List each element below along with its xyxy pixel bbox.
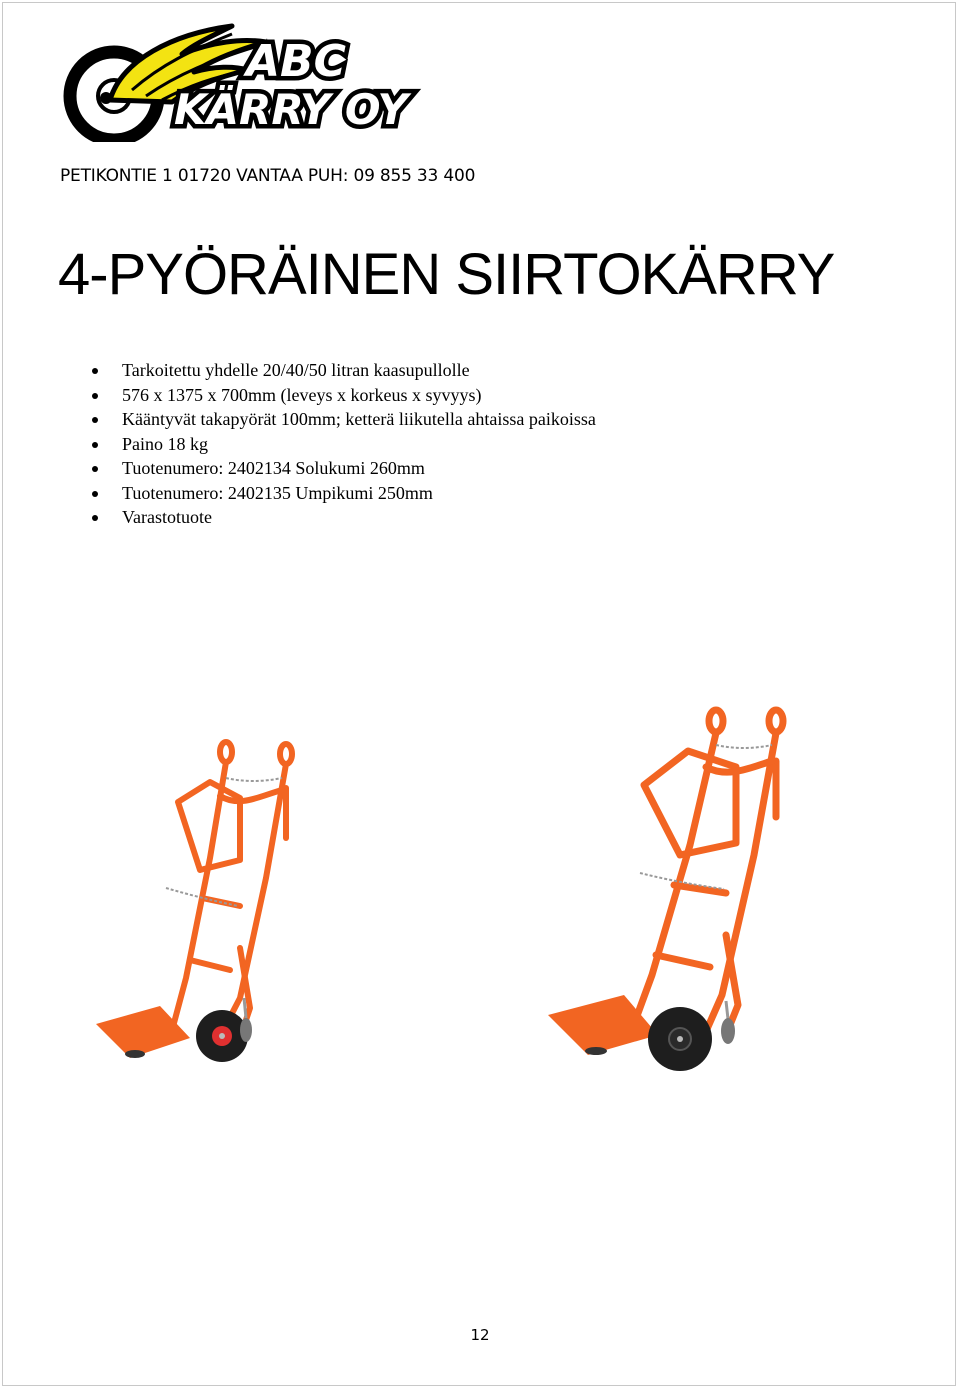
list-item: Tuotenumero: 2402134 Solukumi 260mm (92, 456, 596, 481)
page-number: 12 (470, 1326, 490, 1344)
list-item: Paino 18 kg (92, 432, 596, 457)
cart-photo-solukumi (90, 738, 310, 1078)
list-item: 576 x 1375 x 700mm (leveys x korkeus x syvyys) (92, 383, 596, 408)
page-title: 4-PYÖRÄINEN SIIRTOKÄRRY (58, 242, 835, 307)
bullet-icon (92, 417, 98, 423)
logo-text-karry: KÄRRY OY (174, 85, 408, 134)
wheel-icon (648, 1007, 712, 1071)
company-logo (62, 20, 454, 142)
list-item: Tarkoitettu yhdelle 20/40/50 litran kaasupullolle (92, 358, 596, 383)
cart-photo-umpikumi (540, 705, 808, 1085)
company-address: PETIKONTIE 1 01720 VANTAA PUH: 09 855 33 400 (60, 166, 476, 186)
list-item: Varastotuote (92, 505, 596, 530)
caster-icon (721, 1001, 735, 1044)
page-border (2, 2, 956, 1386)
feature-list (92, 358, 596, 530)
bullet-icon (92, 393, 98, 399)
bullet-icon (92, 515, 98, 521)
list-item: Kääntyvät takapyörät 100mm; ketterä liikutella ahtaissa paikoissa (92, 407, 596, 432)
list-item: Tuotenumero: 2402135 Umpikumi 250mm (92, 481, 596, 506)
bullet-icon (92, 466, 98, 472)
logo-text-abc: ABC (246, 36, 346, 87)
bullet-icon (92, 442, 98, 448)
wheel-icon (196, 1010, 248, 1062)
bullet-icon (92, 368, 98, 374)
bullet-icon (92, 491, 98, 497)
